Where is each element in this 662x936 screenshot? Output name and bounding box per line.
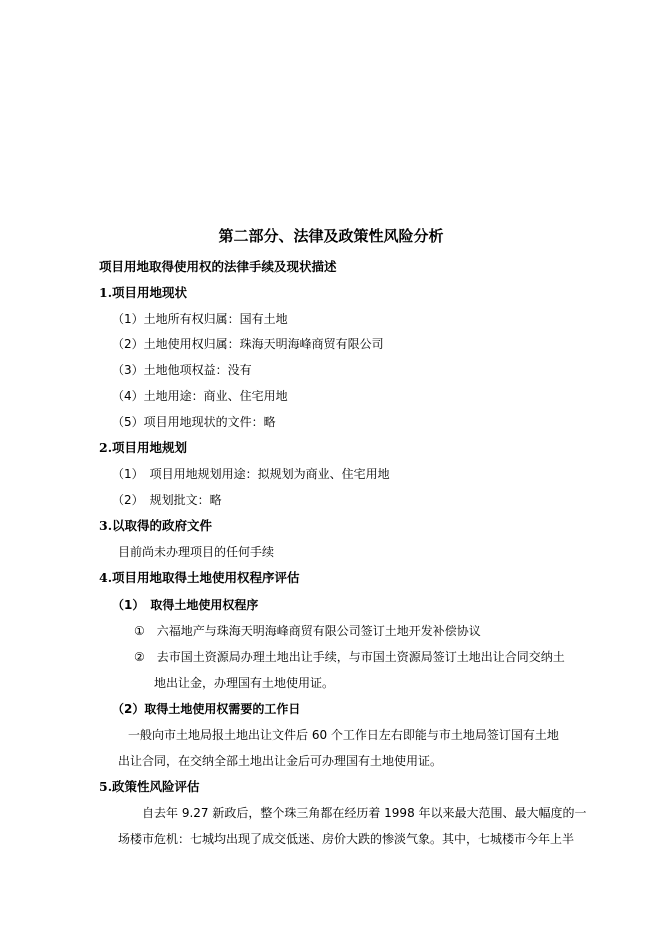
paragraph-line: 出让合同，在交纳全部土地出让金后可办理国有土地使用证。 [118, 754, 443, 768]
paragraph-line: 一般向市土地局报土地出让文件后 60 个工作日左右即能与市土地局签订国有土地 [128, 728, 559, 742]
section-4-heading: 4.项目用地取得土地使用权程序评估 [99, 570, 300, 585]
list-item: （1） 项目用地规划用途：拟规划为商业、住宅用地 [112, 467, 390, 481]
subheading: （2）取得土地使用权需要的工作日 [112, 702, 301, 716]
section-1-heading: 1.项目用地现状 [99, 285, 188, 300]
paragraph-line: 场楼市危机：七城均出现了成交低迷、房价大跌的惨淡气象。其中，七城楼市今年上半 [118, 832, 575, 846]
section-3-text: 目前尚未办理项目的任何手续 [118, 545, 275, 559]
subheading: （1） 取得土地使用权程序 [112, 598, 259, 612]
page-title: 第二部分、法律及政策性风险分析 [218, 227, 444, 245]
list-item: （1）土地所有权归属：国有土地 [112, 312, 288, 326]
list-item: （4）土地用途：商业、住宅用地 [112, 389, 288, 403]
step-item: ② 去市国土资源局办理土地出让手续，与市国土资源局签订土地出让合同交纳土 [134, 650, 565, 664]
list-item: （5）项目用地现状的文件：略 [112, 415, 276, 429]
list-item: （2）土地使用权归属：珠海天明海峰商贸有限公司 [112, 337, 384, 351]
section-2-heading: 2.项目用地规划 [99, 440, 188, 455]
step-item: ① 六福地产与珠海天明海峰商贸有限公司签订土地开发补偿协议 [134, 624, 481, 638]
section-subtitle: 项目用地取得使用权的法律手续及现状描述 [99, 259, 337, 274]
section-3-heading: 3.以取得的政府文件 [99, 518, 213, 533]
section-5-heading: 5.政策性风险评估 [99, 779, 200, 794]
list-item: （2） 规划批文：略 [112, 493, 222, 507]
paragraph-line: 自去年 9.27 新政后，整个珠三角都在经历着 1998 年以来最大范围、最大幅度的一 [142, 806, 587, 820]
step-item-continued: 地出让金，办理国有土地使用证。 [154, 676, 335, 690]
list-item: （3）土地他项权益：没有 [112, 363, 252, 377]
